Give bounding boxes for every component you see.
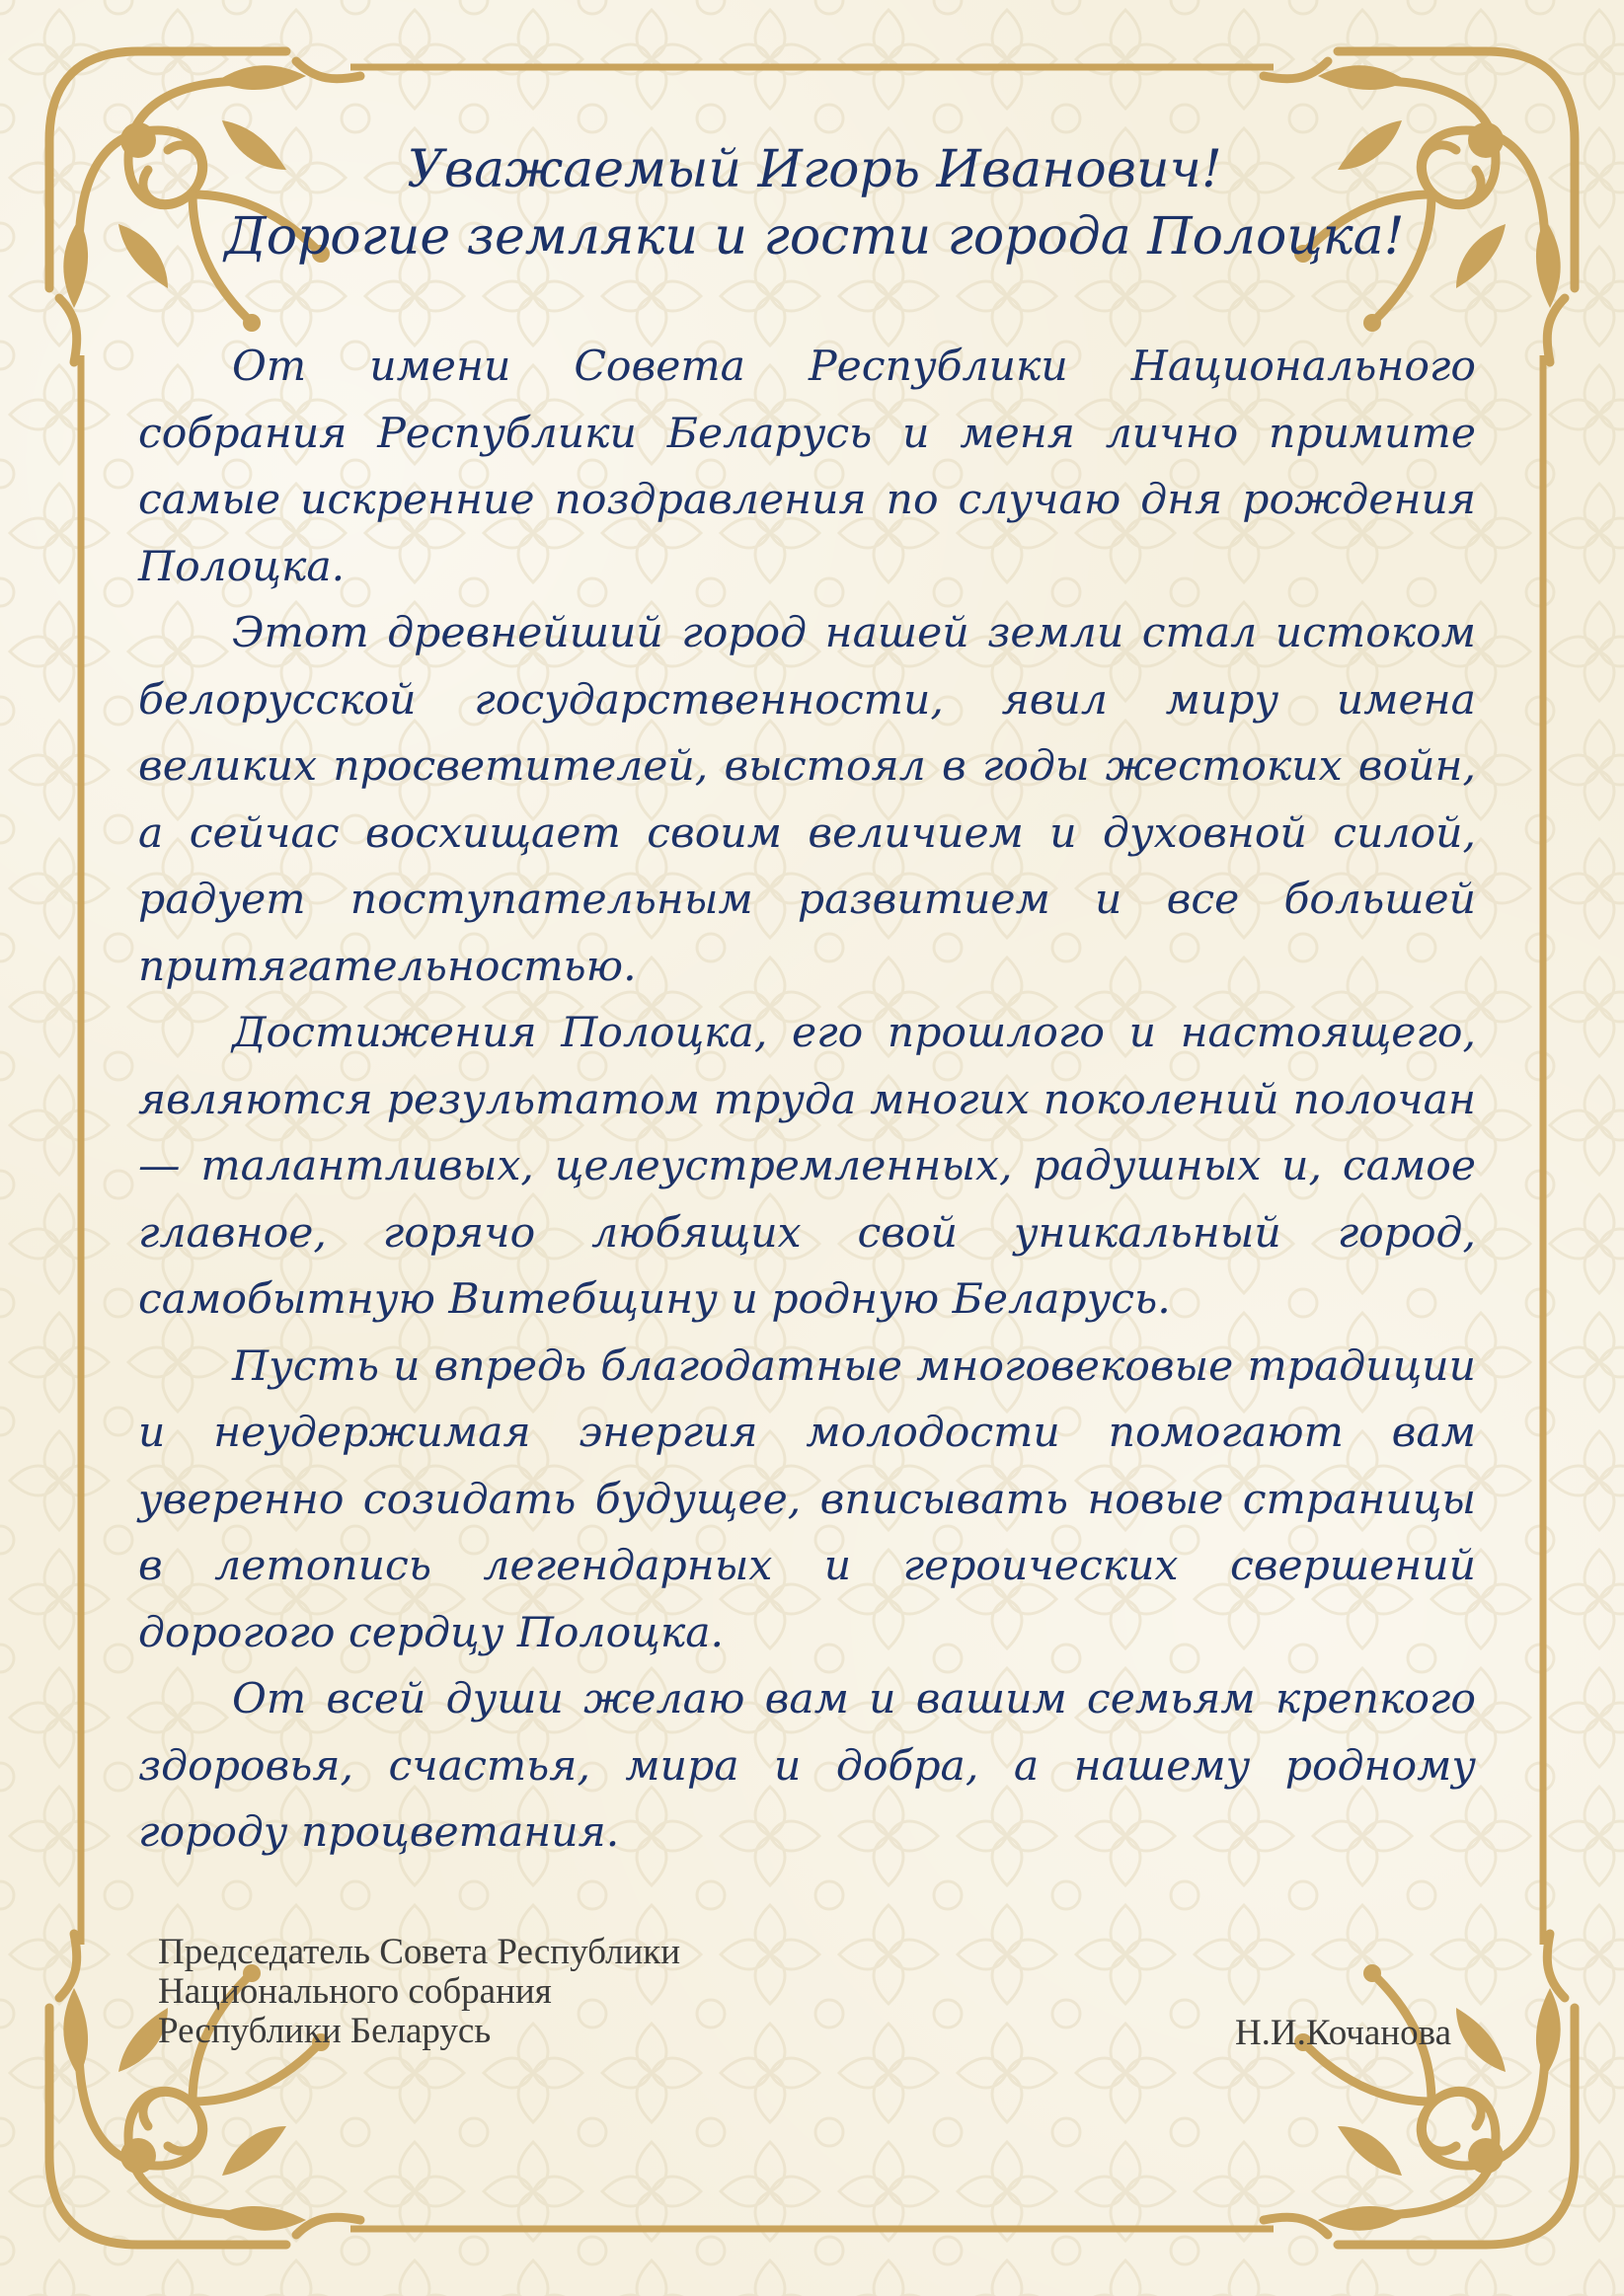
signature-position-line-3: Республики Беларусь <box>158 2011 492 2051</box>
greeting-header <box>138 136 1491 270</box>
paragraph-4: Пусть и впредь благодатные многовековые традиции и неудержимая энергия молодости помогают вам уверенно созидать будущее, вписывать новые страницы в летопись легендарных и героических свершений дорогого сердцу Полоцка. <box>138 1341 1476 1657</box>
signer-name: Н.И.Кочанова <box>1234 2013 1451 2053</box>
letter-body <box>138 334 1476 1867</box>
paragraph-2: Этот древнейший город нашей земли стал истоком белорусской государственности, явил миру имена великих просветителей, выстоял в годы жестоких войн, а сейчас восхищает своим величием и духовной силой, радует поступательным развитием и все большей притягательностью. <box>138 609 1476 991</box>
paragraph-3: Достижения Полоцка, его прошлого и настоящего, являются результатом труда многих поколений полочан — талантливых, целеустремленных, радушных и, самое главное, горячо любящих свой уникальный город, самобытную Витебщину и родную Беларусь. <box>138 1009 1476 1324</box>
signature-position <box>158 1933 680 2051</box>
greeting-line-2: Дорогие земляки и гости города Полоцка! <box>224 207 1405 267</box>
greeting-line-1: Уважаемый Игорь Иванович! <box>407 140 1222 199</box>
signature-position-line-1: Председатель Совета Республики <box>158 1932 681 1972</box>
paragraph-1: От имени Совета Республики Национального собрания Республики Беларусь и меня лично примите самые искренние поздравления по случаю дня рождения Полоцка. <box>138 343 1476 591</box>
corner-ornament-bottom-right <box>1264 1934 1575 2245</box>
signature-position-line-2: Национального собрания <box>158 1971 552 2012</box>
paragraph-5: От всей души желаю вам и вашим семьям крепкого здоровья, счастья, мира и добра, а нашему родному городу процветания. <box>138 1675 1476 1857</box>
